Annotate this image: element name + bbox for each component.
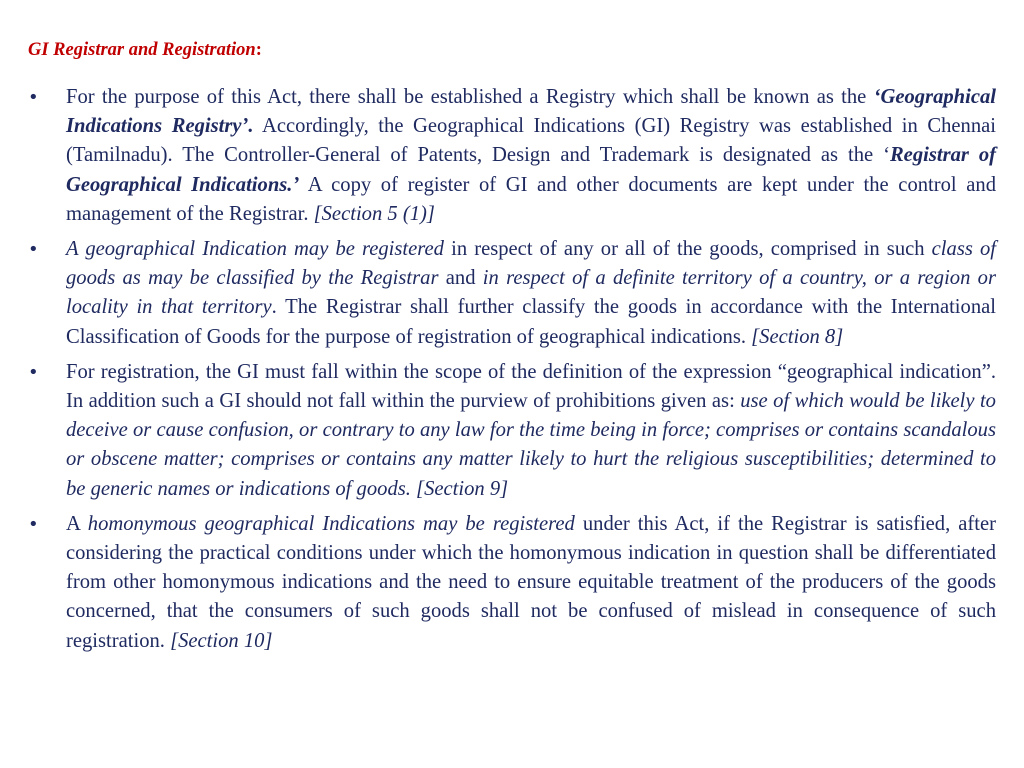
bullet-dot-icon: • [28, 239, 39, 261]
bullet-dot-icon: • [28, 361, 39, 383]
bullet-text: For the purpose of this Act, there shall be established a Registry which shall be known as the [66, 86, 874, 108]
bullet-italic: homonymous geographical Indications may be registered [87, 512, 575, 535]
bullet-text: For registration, the GI must fall within the scope of the definition of the expression “geographical indication”. In addition such a GI should not fall within the purview of prohibitions given as: [66, 360, 996, 413]
bullet-italic: A geographical Indication may be registered [66, 238, 444, 261]
bullet-text: under this Act, if the Registrar is satisfied, after considering the practical conditions under which the homonymous indication in question shall be differentiated from other homonymous indications and the need to ensure equitable treatment of the producers of the goods concerned, that the consumers of such goods shall not be confused of mislead in consequence of such registration. [66, 512, 997, 652]
bullet-text: . The Registrar shall further classify the goods in accordance with the International Classification of Goods for the purpose of registration of geographical indications. [66, 296, 996, 348]
section-reference: [Section 5 (1)] [313, 202, 435, 225]
bullet-emphasis: Registrar of Geographical Indications.’ [66, 144, 996, 196]
section-reference: [Section 10] [170, 629, 273, 652]
slide-title [28, 38, 262, 62]
bullet-text: Accordingly, the Geographical Indications (GI) Registry was established in Chennai (Tamilnadu). The Controller-General of Patents, Design and Trademark is designated as the ‘ [66, 115, 996, 167]
bullet-dot-icon: • [28, 513, 39, 535]
bullet-dot-icon: • [28, 87, 39, 108]
bullet-list [28, 83, 996, 662]
bullet-text: A copy of register of GI and other documents are kept under the control and management of the Registrar. [66, 173, 996, 225]
slide-title-text: GI Registrar and Registration [28, 40, 256, 60]
bullet-homonymous [28, 510, 996, 656]
bullet-registry [28, 83, 996, 229]
bullet-emphasis: ‘Geographical Indications Registry’. [66, 86, 996, 138]
bullet-prohibitions [28, 358, 996, 504]
bullet-registration [28, 235, 996, 352]
bullet-italic: use of which would be likely to deceive or cause confusion, or contrary to any law for the time being in force; comprises or contains scandalous or obscene matter; comprises or contains any matter likely to hurt the religious susceptibilities; determined to be generic names or indications of goods. [Section 9] [66, 390, 996, 500]
bullet-italic: in respect of a definite territory of a country, or a region or locality in that territory [66, 267, 996, 319]
bullet-text: in respect of any or all of the goods, comprised in such [443, 238, 932, 261]
slide-title-colon: : [255, 40, 262, 60]
section-reference: [Section 8] [751, 325, 844, 348]
bullet-text: A [66, 512, 88, 535]
bullet-text: and [438, 267, 483, 290]
bullet-italic: class of goods as may be classified by the Registrar [66, 238, 996, 290]
